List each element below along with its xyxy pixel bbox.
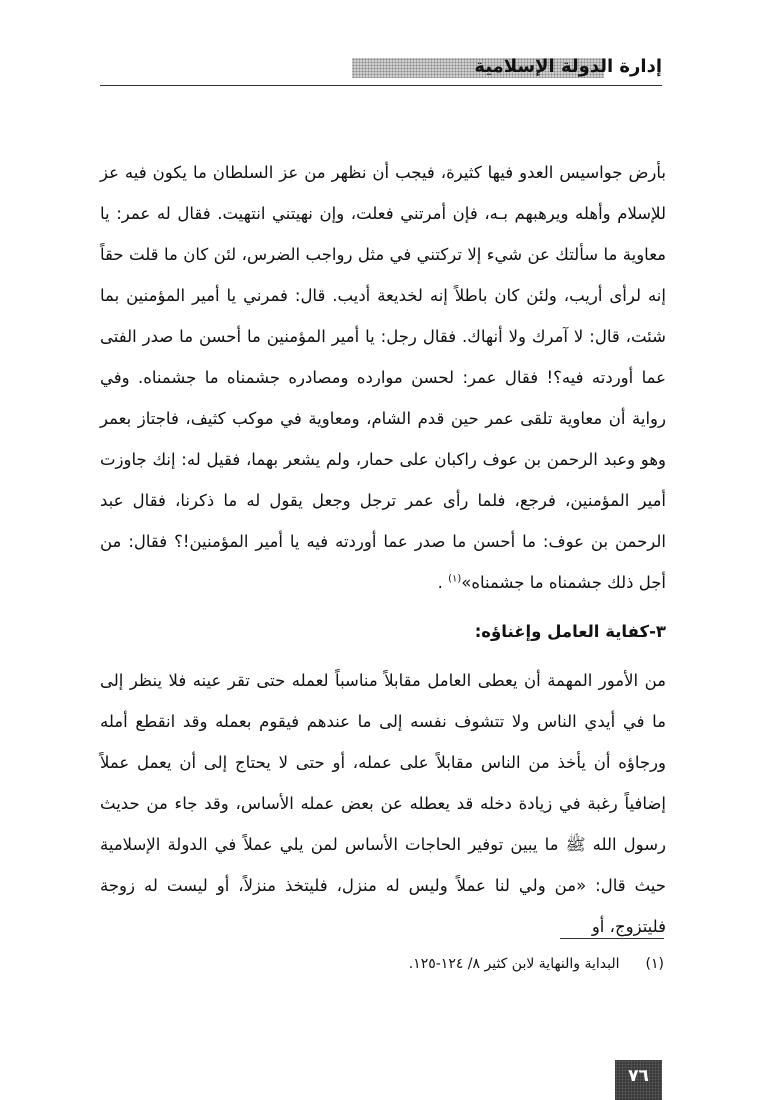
page-number: ٧٦ [628,1066,649,1086]
footnote [104,956,664,972]
paragraph-worker: من الأمور المهمة أن يعطى العامل مقابلاً مناسباً لعمله حتى تقر عينه فلا ينظر إلى ما في أيدي الناس ولا تتشوف نفسه إلى ما عندهم فيقوم بعمله وقد انقطع أمله ورجاؤه أن يأخذ من الناس مقابلاً على عمله، أو حتى لا يحتاج إلى أن يعمل عملاً إضافياً رغبة في زيادة دخله قد يعطله عن بعض عمله الأساس، وقد جاء من حديث رسول الله ﷺ ما يبين توفير الحاجات الأساس لمن يلي عملاً في الدولة الإسلامية حيث قال: «من ولي لنا عملاً وليس له منزل، فليتخذ منزلاً، أو ليست له زوجة فليتزوج، أو [100,671,666,936]
footnote-text: البداية والنهاية لابن كثير ٨/ ١٢٤-١٢٥. [408,956,620,972]
body-text [100,152,666,947]
page-number-box [615,1060,662,1100]
paragraph-end-mark: . [437,573,449,592]
footnote-separator [560,938,664,939]
running-title: إدارة الدولة الإسلامية [474,56,662,77]
paragraph-quote [100,152,666,603]
page-header [0,52,762,92]
header-rule [100,85,662,86]
footnote-number: (١) [645,956,664,972]
paragraph-quote-text: بأرض جواسيس العدو فيها كثيرة، فيجب أن نظهر من عز السلطان ما يكون فيه عز للإسلام وأهله ويرهبهم بـه، فإن أمرتني فعلت، وإن نهيتني انتهيت. فقال له عمر: يا معاوية ما سألتك عن شيء إلا تركتني في مثل رواجب الضرس، لئن كان ما قلت حقاً إنه لرأى أريب، ولئن كان باطلاً إنه لخديعة أديب. قال: فمرني يا أمير المؤمنين بما شئت، قال: لا آمرك ولا أنهاك. فقال رجل: يا أمير المؤمنين ما أحسن ما صدر الفتى عما أوردته فيه؟! فقال عمر: لحسن موارده ومصادره جشمناه ما جشمناه. وفي رواية أن معاوية تلقى عمر حين قدم الشام، ومعاوية في موكب كثيف، فاجتاز بعمر وهو وعبد الرحمن بن عوف راكبان على حمار، ولم يشعر بهما، فقيل له: إنك جاوزت أمير المؤمنين، فرجع، فلما رأى عمر ترجل وجعل يقول له ما ذكرنا، فقال عبد الرحمن بن عوف: ما أحسن ما صدر عما أوردته فيه يا أمير المؤمنين!؟ فقال: من أجل ذلك جشمناه ما جشمناه» [100,163,666,592]
section-heading: ٣-كفاية العامل وإغناؤه: [474,622,666,641]
footnote-reference: (١) [448,573,462,585]
